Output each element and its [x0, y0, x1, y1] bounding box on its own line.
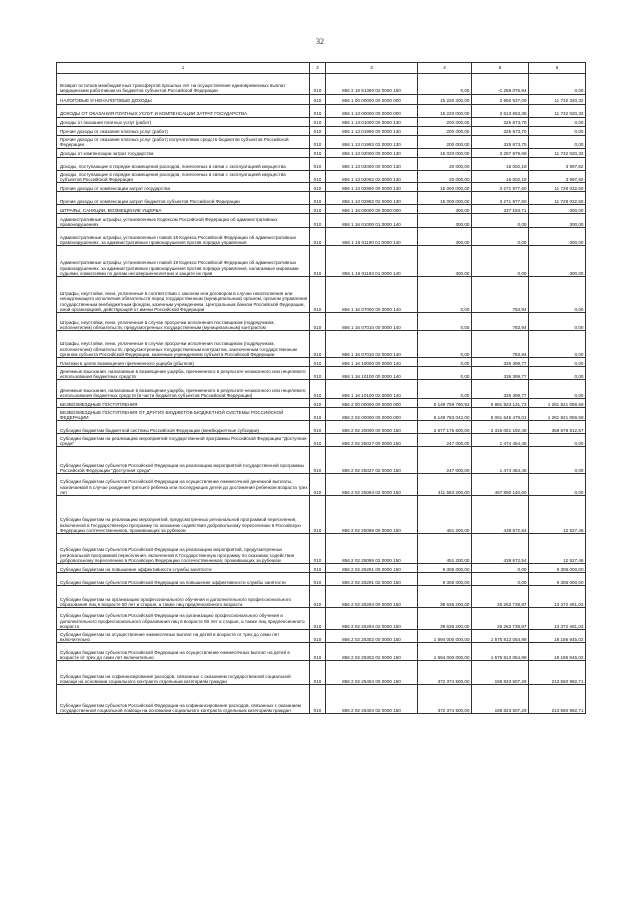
cell-name: Платежи в целях возмещения причиненного ущерба (убытков) [57, 358, 310, 367]
cell-approved: 372 374 500,00 [418, 661, 472, 685]
cell-name: Субсидии бюджетам на повышение эффективности службы занятости [57, 564, 310, 573]
cell-line: 010 [310, 149, 326, 158]
cell-line: 010 [310, 358, 326, 367]
cell-remaining: 9 306 000,00 [529, 564, 586, 573]
cell-line: 010 [310, 661, 326, 685]
cell-remaining: 11 732 020,32 [529, 105, 586, 118]
cell-line: 010 [310, 246, 326, 277]
cell-line: 010 [310, 630, 326, 643]
cell-remaining: 11 732 020,32 [529, 149, 586, 158]
cell-executed: 337 183,71 [472, 205, 529, 214]
column-header-approved: 4 [418, 63, 472, 74]
cell-remaining: 3 997,82 [529, 158, 586, 171]
cell-executed: 783,94 [472, 277, 529, 313]
table-row [57, 630, 586, 643]
cell-executed: 325 673,70 [472, 127, 529, 136]
cell-remaining: 0,00 [529, 380, 586, 399]
table-row [57, 74, 586, 95]
cell-name: Доходы от оказания платных услуг (работ) [57, 118, 310, 127]
cell-line: 010 [310, 367, 326, 380]
cell-remaining: 0,00 [529, 447, 586, 474]
cell-name: Субсидии бюджетам на осуществление ежемесячных выплат на детей в возрасте от трех до семи лет включительно [57, 630, 310, 643]
cell-remaining: 0,00 [529, 74, 586, 95]
cell-remaining: 11 728 022,50 [529, 192, 586, 205]
table-row [57, 564, 586, 573]
cell-executed: 1 575 813 054,98 [472, 630, 529, 643]
cell-remaining: 0,00 [529, 277, 586, 313]
cell-name: ШТРАФЫ, САНКЦИИ, ВОЗМЕЩЕНИЕ УЩЕРБА [57, 205, 310, 214]
cell-line: 010 [310, 573, 326, 586]
cell-executed: 1 474 454,45 [472, 447, 529, 474]
cell-remaining: 18 186 945,02 [529, 643, 586, 661]
cell-code: 856 2 02 00000 00 0000 000 [326, 408, 418, 421]
page-number: 32 [316, 37, 324, 46]
cell-name: Административные штрафы, установленные Кодексом Российской Федерации об административных правонарушениях [57, 214, 310, 228]
cell-approved: 372 374 500,00 [418, 685, 472, 714]
cell-code: 856 2 02 25086 00 0000 150 [326, 496, 418, 534]
cell-name: Штрафы, неустойки, пени, уплаченные в случае просрочки исполнения поставщиком (подрядчиком, исполнителем) обязательств, предусмотренных государственным контрактом, заключенным государственным органом субъекта Российской Федерации, казенным учреждением субъекта Российской Федерации [57, 331, 310, 358]
cell-approved: 1 594 000 000,00 [418, 630, 472, 643]
table-row [57, 118, 586, 127]
table-row [57, 192, 586, 205]
cell-executed: 0,00 [472, 246, 529, 277]
cell-line: 010 [310, 447, 326, 474]
cell-executed: 783,94 [472, 313, 529, 331]
cell-remaining: 11 732 320,32 [529, 95, 586, 105]
cell-line: 010 [310, 399, 326, 408]
cell-code: 856 2 02 25302 02 0000 150 [326, 643, 418, 661]
cell-approved: 38 636 200,00 [418, 586, 472, 608]
cell-approved: 2 577 175 600,00 [418, 421, 472, 434]
cell-code: 856 2 02 25291 00 0000 150 [326, 564, 418, 573]
cell-executed: 3 271 977,50 [472, 192, 529, 205]
table-row [57, 399, 586, 408]
cell-executed: 16 002,18 [472, 158, 529, 171]
cell-executed: 438 672,54 [472, 534, 529, 564]
cell-remaining: 11 728 022,50 [529, 183, 586, 192]
cell-executed: 1 474 454,45 [472, 434, 529, 447]
cell-remaining: 0,00 [529, 331, 586, 358]
cell-line: 010 [310, 643, 326, 661]
cell-line: 010 [310, 564, 326, 573]
table-row [57, 136, 586, 149]
cell-name: Прочие доходы от компенсации затрат государства [57, 183, 310, 192]
cell-line: 010 [310, 474, 326, 496]
cell-approved: 300,00 [418, 246, 472, 277]
cell-executed: 0,00 [472, 564, 529, 573]
cell-line: 010 [310, 277, 326, 313]
cell-approved: 1 594 000 000,00 [418, 643, 472, 661]
cell-line: 010 [310, 214, 326, 228]
table-row [57, 661, 586, 685]
cell-line: 010 [310, 192, 326, 205]
cell-name: Административные штрафы, установленные главой 19 Кодекса Российской Федерации об административных правонарушениях, за административные правонарушения против порядка управления, налагаемые мировыми судьями, комиссиями по делам несовершеннолетних и защите их прав [57, 246, 310, 277]
cell-line: 010 [310, 127, 326, 136]
cell-line: 010 [310, 205, 326, 214]
cell-code: 856 1 16 07010 00 0000 140 [326, 313, 418, 331]
cell-executed: -1 258 075,94 [472, 74, 529, 95]
cell-approved: 9 306 000,00 [418, 573, 472, 586]
cell-line: 010 [310, 586, 326, 608]
cell-approved: 20 000,00 [418, 171, 472, 183]
cell-name: Доходы, поступающие в порядке возмещения расходов, понесенных в связи с эксплуатацией имущества [57, 158, 310, 171]
cell-name: Денежные взыскания, налагаемые в возмещение ущерба, причиненного в результате незаконного или нецелевого использования бюджетных средств (в части бюджетов субъектов Российской Федерации) [57, 380, 310, 399]
cell-code: 856 1 13 01990 00 0000 130 [326, 127, 418, 136]
cell-name: Субсидии бюджетам субъектов Российской Федерации на повышение эффективности службы занятости [57, 573, 310, 586]
table-row [57, 586, 586, 608]
cell-code: 856 2 02 25084 02 0000 150 [326, 474, 418, 496]
table-row [57, 380, 586, 399]
cell-approved: 451 200,00 [418, 496, 472, 534]
table-row [57, 685, 586, 714]
cell-approved: 20 000,00 [418, 158, 472, 171]
cell-remaining: 0,00 [529, 127, 586, 136]
cell-executed: 5 061 645 479,01 [472, 408, 529, 421]
cell-approved: 300,00 [418, 205, 472, 214]
cell-code: 856 1 16 07010 02 0000 140 [326, 331, 418, 358]
budget-report-table [56, 62, 586, 714]
cell-name: Субсидии бюджетам субъектов Российской Федерации на реализацию мероприятий государственной программы Российской Федерации "Доступная среда" [57, 447, 310, 474]
cell-name: БЕЗВОЗМЕЗДНЫЕ ПОСТУПЛЕНИЯ [57, 399, 310, 408]
table-row [57, 643, 586, 661]
cell-code: 856 1 13 02062 02 0000 130 [326, 171, 418, 183]
cell-code: 856 1 16 07000 00 0000 140 [326, 277, 418, 313]
cell-executed: 0,00 [472, 573, 529, 586]
cell-name: Субсидии бюджетам на реализацию мероприятий государственной программы Российской Федерации "Доступная среда" [57, 434, 310, 447]
cell-remaining: 12 527,46 [529, 496, 586, 534]
column-header-row [57, 63, 586, 74]
cell-remaining: 9 306 000,00 [529, 573, 586, 586]
cell-remaining: 0,00 [529, 474, 586, 496]
table-row [57, 183, 586, 192]
cell-code: 856 1 13 01992 02 0000 130 [326, 136, 418, 149]
cell-line: 010 [310, 496, 326, 534]
cell-approved: 200 000,00 [418, 136, 472, 149]
table-row [57, 149, 586, 158]
cell-executed: 158 823 507,29 [472, 685, 529, 714]
cell-executed: 336 399,77 [472, 367, 529, 380]
cell-name: Субсидии бюджетам на реализацию мероприятий, предусмотренных региональной программой переселения, включенной в Государственную программу по оказанию содействия добровольному переселению в Российскую Федерацию соотечественников, проживающих за рубежом [57, 496, 310, 534]
cell-code: 856 1 16 10100 00 0000 140 [326, 367, 418, 380]
table-row [57, 158, 586, 171]
cell-executed: 16 002,18 [472, 171, 529, 183]
cell-name: Доходы от компенсации затрат государства [57, 149, 310, 158]
cell-code: 856 1 13 02000 00 0000 130 [326, 149, 418, 158]
cell-code: 856 2 02 25294 02 0000 150 [326, 608, 418, 630]
cell-code: 856 1 13 02060 00 0000 130 [326, 158, 418, 171]
table-row [57, 608, 586, 630]
cell-line: 010 [310, 421, 326, 434]
cell-approved: 0,00 [418, 358, 472, 367]
cell-executed: 5 881 923 131,73 [472, 399, 529, 408]
table-row [57, 228, 586, 246]
cell-name: БЕЗВОЗМЕЗДНЫЕ ПОСТУПЛЕНИЯ ОТ ДРУГИХ БЮДЖЕТОВ БЮДЖЕТНОЙ СИСТЕМЫ РОССИЙСКОЙ ФЕДЕРАЦИИ [57, 408, 310, 421]
cell-line: 010 [310, 434, 326, 447]
cell-code: 856 1 13 00000 00 0000 000 [326, 105, 418, 118]
cell-code: 856 2 02 25294 00 0000 150 [326, 586, 418, 608]
table-row [57, 127, 586, 136]
cell-approved: 15 000 000,00 [418, 192, 472, 205]
cell-line: 010 [310, 95, 326, 105]
cell-line: 010 [310, 608, 326, 630]
cell-executed: 336 399,77 [472, 380, 529, 399]
cell-approved: 0,00 [418, 313, 472, 331]
cell-executed: 3 271 977,50 [472, 183, 529, 192]
cell-approved: 38 636 200,00 [418, 608, 472, 630]
table-row [57, 573, 586, 586]
cell-remaining: 0,00 [529, 434, 586, 447]
cell-code: 856 1 16 01000 01 0000 140 [326, 214, 418, 228]
cell-remaining: 1 281 821 059,58 [529, 399, 586, 408]
cell-line: 010 [310, 171, 326, 183]
cell-line: 010 [310, 380, 326, 399]
table-row [57, 105, 586, 118]
column-header-remaining: 6 [529, 63, 586, 74]
cell-approved: 15 220 000,00 [418, 105, 472, 118]
cell-remaining: 300,00 [529, 228, 586, 246]
cell-name: Штрафы, неустойки, пени, уплаченные в соответствии с законом или договором в случае неисполнения или ненадлежащего исполнения обязательств перед государственным (муниципальным) органом, органом управления государственным внебюджетным фондом, казенным учреждением, Центральным банком Российской Федерации, иной организацией, действующей от имени Российской Федерации [57, 277, 310, 313]
table-row [57, 421, 586, 434]
table-row [57, 277, 586, 313]
cell-remaining: 18 186 945,02 [529, 630, 586, 643]
cell-code: 856 2 00 00000 00 0000 000 [326, 399, 418, 408]
cell-code: 856 1 16 10000 00 0000 140 [326, 358, 418, 367]
cell-approved: 0,00 [418, 331, 472, 358]
cell-executed: 0,00 [472, 214, 529, 228]
table-row [57, 95, 586, 105]
cell-code: 856 1 16 10100 02 0000 140 [326, 380, 418, 399]
cell-name: Субсидии бюджетам бюджетной системы Российской Федерации (межбюджетные субсидии) [57, 421, 310, 434]
cell-name: Доходы, поступающие в порядке возмещения расходов, понесенных в связи с эксплуатацией имущества субъектов Российской Федерации [57, 171, 310, 183]
cell-approved: 247 000,00 [418, 434, 472, 447]
table-row [57, 331, 586, 358]
cell-name: Прочие доходы от оказания платных услуг (работ) [57, 127, 310, 136]
cell-code: 856 1 13 02992 02 0000 130 [326, 192, 418, 205]
cell-name: Прочие доходы от компенсации затрат бюджетов субъектов Российской Федерации [57, 192, 310, 205]
cell-line: 010 [310, 183, 326, 192]
table-row [57, 246, 586, 277]
cell-name: НАЛОГОВЫЕ И НЕНАЛОГОВЫЕ ДОХОДЫ [57, 95, 310, 105]
cell-approved: 15 220 300,00 [418, 95, 472, 105]
cell-name: Субсидии бюджетам субъектов Российской Федерации на осуществление ежемесячной денежной выплаты, назначаемой в случае рождения третьего ребенка или последующих детей до достижения ребенком возраста трех лет [57, 474, 310, 496]
cell-executed: 325 673,70 [472, 136, 529, 149]
column-header-line: 2 [310, 63, 326, 74]
cell-name: Субсидии бюджетам субъектов Российской Федерации на организацию профессионального обучения и дополнительного профессионального образования лиц в возрасте 50 лет и старше, а также лиц предпенсионного возраста [57, 608, 310, 630]
cell-line: 010 [310, 74, 326, 95]
cell-approved: 0,00 [418, 74, 472, 95]
cell-approved: 15 000 000,00 [418, 183, 472, 192]
cell-code: 856 2 02 25404 02 0000 150 [326, 685, 418, 714]
cell-executed: 25 263 738,97 [472, 586, 529, 608]
cell-remaining: 0,00 [529, 313, 586, 331]
cell-approved: 300,00 [418, 228, 472, 246]
cell-name: Субсидии бюджетам на организацию профессионального обучения и дополнительного профессионального образования лиц в возрасте 50 лет и старше, а также лиц предпенсионного возраста [57, 586, 310, 608]
cell-name: Субсидии бюджетам на софинансирование расходов, связанных с оказанием государственной социальной помощи на основании социального контракта отдельным категориям граждан [57, 661, 310, 685]
column-header-code: 3 [326, 63, 418, 74]
cell-line: 010 [310, 228, 326, 246]
cell-approved: 9 306 000,00 [418, 564, 472, 573]
cell-approved: 200 000,00 [418, 118, 472, 127]
cell-approved: 5 149 783 042,00 [418, 408, 472, 421]
cell-executed: 3 287 979,68 [472, 149, 529, 158]
cell-executed: 325 673,70 [472, 118, 529, 127]
table-row [57, 171, 586, 183]
cell-remaining: 13 372 461,03 [529, 608, 586, 630]
cell-remaining: 0,00 [529, 136, 586, 149]
cell-approved: 5 149 759 790,92 [418, 399, 472, 408]
cell-executed: 0,00 [472, 228, 529, 246]
cell-name: Штрафы, неустойки, пени, уплаченные в случае просрочки исполнения поставщиком (подрядчиком, исполнителем) обязательств, предусмотренных государственным (муниципальным) контрактом [57, 313, 310, 331]
cell-code: 856 2 19 51360 02 0000 150 [326, 74, 418, 95]
cell-line: 010 [310, 158, 326, 171]
cell-remaining: 213 550 992,71 [529, 685, 586, 714]
cell-remaining: 13 372 461,03 [529, 586, 586, 608]
cell-name: Административные штрафы, установленные главой 19 Кодекса Российской Федерации об административных правонарушениях, за административные правонарушения против порядка управления [57, 228, 310, 246]
cell-executed: 467 890 140,60 [472, 474, 529, 496]
cell-remaining: 0,00 [529, 367, 586, 380]
cell-code: 856 2 02 25302 00 0000 150 [326, 630, 418, 643]
cell-code: 856 1 16 01193 01 0000 140 [326, 246, 418, 277]
table-row [57, 408, 586, 421]
cell-executed: 3 950 637,09 [472, 95, 529, 105]
cell-code: 856 2 02 25291 02 0000 150 [326, 573, 418, 586]
table-row [57, 496, 586, 534]
cell-remaining: 300,00 [529, 205, 586, 214]
cell-executed: 1 575 813 054,98 [472, 643, 529, 661]
cell-line: 010 [310, 136, 326, 149]
cell-remaining: 300,00 [529, 214, 586, 228]
table-row [57, 534, 586, 564]
table-row [57, 447, 586, 474]
table-row [57, 205, 586, 214]
cell-name: Денежные взыскания, налагаемые в возмещение ущерба, причиненного в результате незаконного или нецелевого использования бюджетных средств [57, 367, 310, 380]
cell-approved: 0,00 [418, 380, 472, 399]
cell-code: 856 2 02 25086 02 0000 150 [326, 534, 418, 564]
cell-executed: 438 672,54 [472, 496, 529, 534]
cell-remaining: 0,00 [529, 118, 586, 127]
cell-approved: 300,00 [418, 214, 472, 228]
table-body [57, 74, 586, 714]
cell-remaining: 1 281 821 059,58 [529, 408, 586, 421]
table-row [57, 358, 586, 367]
cell-code: 856 1 16 01190 01 0000 140 [326, 228, 418, 246]
cell-approved: 411 583 200,00 [418, 474, 472, 496]
cell-name: Возврат остатков межбюджетных трансфертов прошлых лет на осуществление единовременных выплат медицинским работникам из бюджетов субъектов Российской Федерации [57, 74, 310, 95]
cell-code: 856 1 13 01000 00 0000 130 [326, 118, 418, 127]
cell-line: 010 [310, 331, 326, 358]
cell-approved: 451 200,00 [418, 534, 472, 564]
cell-executed: 25 263 738,97 [472, 608, 529, 630]
cell-line: 010 [310, 313, 326, 331]
cell-code: 856 2 02 25404 00 0000 150 [326, 661, 418, 685]
cell-approved: 0,00 [418, 277, 472, 313]
cell-executed: 783,94 [472, 331, 529, 358]
cell-approved: 200 000,00 [418, 127, 472, 136]
cell-remaining: 213 550 992,71 [529, 661, 586, 685]
cell-approved: 247 000,00 [418, 447, 472, 474]
cell-executed: 2 316 051 192,48 [472, 421, 529, 434]
cell-code: 856 1 16 00000 00 0000 000 [326, 205, 418, 214]
cell-line: 010 [310, 685, 326, 714]
cell-line: 010 [310, 534, 326, 564]
cell-name: ДОХОДЫ ОТ ОКАЗАНИЯ ПЛАТНЫХ УСЛУГ И КОМПЕНСАЦИИ ЗАТРАТ ГОСУДАРСТВА [57, 105, 310, 118]
cell-name: Субсидии бюджетам субъектов Российской Федерации на осуществление ежемесячных выплат на детей в возрасте от трех до семи лет включительно [57, 643, 310, 661]
cell-approved: 15 020 000,00 [418, 149, 472, 158]
cell-remaining: 12 527,46 [529, 534, 586, 564]
cell-name: Прочие доходы от оказания платных услуг (работ) получателями средств бюджетов субъектов Российской Федерации [57, 136, 310, 149]
cell-line: 010 [310, 118, 326, 127]
cell-code: 856 2 02 20000 00 0000 150 [326, 421, 418, 434]
table-row [57, 474, 586, 496]
cell-remaining: 3 997,82 [529, 171, 586, 183]
table-row [57, 214, 586, 228]
column-header-name: 1 [57, 63, 310, 74]
cell-executed: 336 399,77 [472, 358, 529, 367]
cell-remaining: 0,00 [529, 358, 586, 367]
column-header-executed: 5 [472, 63, 529, 74]
table-row [57, 313, 586, 331]
cell-code: 856 2 02 25027 02 0000 150 [326, 447, 418, 474]
cell-code: 856 2 02 25027 00 0000 150 [326, 434, 418, 447]
cell-remaining: 359 678 812,57 [529, 421, 586, 434]
cell-name: Субсидии бюджетам субъектов Российской Федерации на реализацию мероприятий, предусмотренных региональной программой переселения, включенной в Государственную программу по оказанию содействия добровольному переселению в Российскую Федерацию соотечественников, проживающих за рубежом [57, 534, 310, 564]
cell-line: 010 [310, 408, 326, 421]
cell-code: 856 1 00 00000 00 0000 000 [326, 95, 418, 105]
cell-code: 856 1 13 02990 00 0000 130 [326, 183, 418, 192]
cell-line: 010 [310, 105, 326, 118]
cell-remaining: 300,00 [529, 246, 586, 277]
table-row [57, 434, 586, 447]
cell-executed: 3 613 653,38 [472, 105, 529, 118]
cell-executed: 158 823 507,29 [472, 661, 529, 685]
cell-name: Субсидии бюджетам субъектов Российской Федерации на софинансирование расходов, связанных с оказанием государственной социальной помощи на основании социального контракта отдельным категориям граждан [57, 685, 310, 714]
cell-approved: 0,00 [418, 367, 472, 380]
table-row [57, 367, 586, 380]
